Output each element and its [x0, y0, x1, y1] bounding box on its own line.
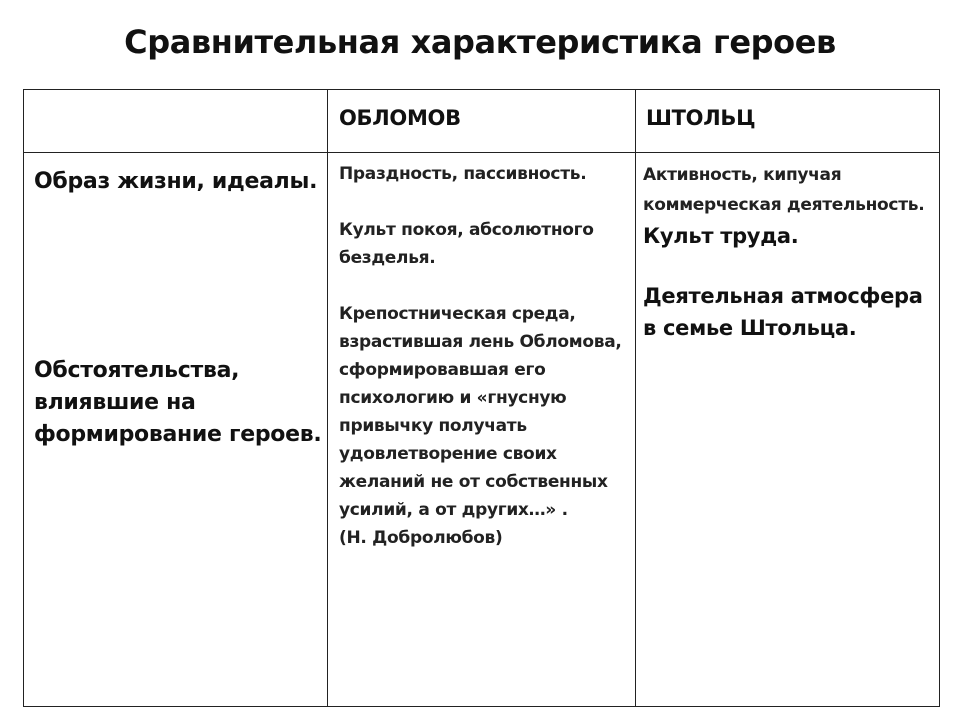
- stolz-family-atmosphere: Деятельная атмосфера в семье Штольца.: [643, 284, 923, 340]
- stolz-cell: [643, 160, 935, 344]
- stolz-activity: Активность, кипучая коммерческая деятельность.: [643, 165, 925, 215]
- header-corner-cell: [24, 90, 327, 152]
- header-stolz: ШТОЛЬЦ: [646, 106, 756, 130]
- header-divider: [24, 152, 939, 153]
- oblomov-cult-of-rest: Культ покоя, абсолютного безделья.: [339, 220, 594, 268]
- comparison-table: [23, 89, 940, 707]
- slide-title: Сравнительная характеристика героев: [124, 23, 836, 61]
- oblomov-citation: (Н. Добролюбов): [339, 528, 503, 548]
- oblomov-cell: [339, 160, 631, 552]
- oblomov-environment: Крепостническая среда, взрастившая лень Обломова, сформировавшая его психологию и «гнусную привычку получать удовлетворение своих желаний не от собственных усилий, а от других…» .: [339, 304, 622, 520]
- oblomov-idleness: Праздность, пассивность.: [339, 164, 587, 184]
- row-label-lifestyle: Образ жизни, идеалы.: [34, 169, 318, 194]
- stolz-cult-of-work: Культ труда.: [643, 224, 799, 248]
- row-label-circumstances: Обстоятельства, влиявшие на формирование героев.: [34, 358, 322, 447]
- column-divider-2: [635, 90, 636, 706]
- column-divider-1: [327, 90, 328, 706]
- header-oblomov: ОБЛОМОВ: [339, 106, 461, 130]
